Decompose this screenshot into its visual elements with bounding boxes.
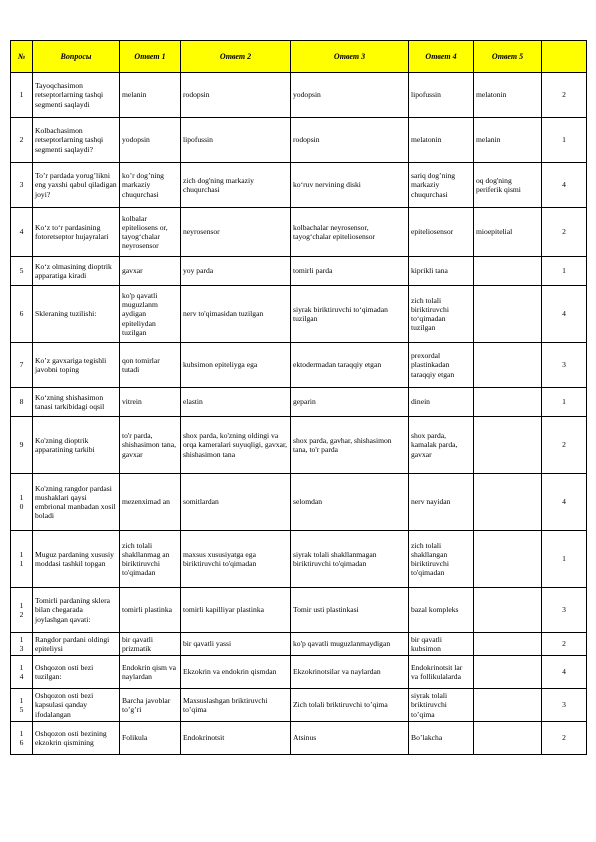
answer-1: bir qavatli prizmatik — [120, 633, 181, 656]
table-row — [11, 208, 587, 257]
answer-5: oq dog'ning periferik qismi — [474, 163, 542, 208]
header-answer-5: Ответ 5 — [474, 41, 542, 73]
answer-2: yoy parda — [181, 257, 291, 286]
correct-answer-key: 1 — [542, 388, 587, 417]
table-row — [11, 257, 587, 286]
header-answer-3: Ответ 3 — [291, 41, 409, 73]
table-row — [11, 343, 587, 388]
header-number: № — [11, 41, 33, 73]
answer-4: bir qavatli kubsimon — [409, 633, 474, 656]
answer-4: dinein — [409, 388, 474, 417]
table-row — [11, 73, 587, 118]
answer-3: selomdan — [291, 474, 409, 531]
answer-4: siyrak tolali briktiruvchi to’qima — [409, 689, 474, 722]
answer-4: Endokrinotsit lar va follikulalarda — [409, 656, 474, 689]
row-number: 1 4 — [11, 656, 33, 689]
answer-1: Barcha javoblar to’g’ri — [120, 689, 181, 722]
answer-5 — [474, 388, 542, 417]
question-text: Tayoqchasimon retseptorlarning tashqi segmenti saqlaydi — [33, 73, 120, 118]
header-question: Вопросы — [33, 41, 120, 73]
answer-2: zich dog'ning markaziy chuqurchasi — [181, 163, 291, 208]
answer-1: to'r parda, shishasimon tana, gavxar — [120, 417, 181, 474]
answer-1: melanin — [120, 73, 181, 118]
answer-5 — [474, 474, 542, 531]
answer-2: neyrosensor — [181, 208, 291, 257]
answer-4: lipofussin — [409, 73, 474, 118]
correct-answer-key: 1 — [542, 257, 587, 286]
table-row — [11, 118, 587, 163]
table-header-row — [11, 41, 587, 73]
answer-2: lipofussin — [181, 118, 291, 163]
answer-1: qon tomirlar tutadi — [120, 343, 181, 388]
row-number: 6 — [11, 286, 33, 343]
answer-5 — [474, 531, 542, 588]
answer-3: ektodermadan taraqqiy etgan — [291, 343, 409, 388]
answer-2: Endokrinotsit — [181, 722, 291, 755]
answer-4: melatonin — [409, 118, 474, 163]
answer-5 — [474, 257, 542, 286]
answer-5: melanin — [474, 118, 542, 163]
row-number: 1 5 — [11, 689, 33, 722]
question-text: Ko'zning rangdor pardasi mushaklari qaysi embrional manbadan xosil boladi — [33, 474, 120, 531]
table-row — [11, 689, 587, 722]
answer-2: somitlardan — [181, 474, 291, 531]
answer-3: shox parda, gavhar, shishasimon tana, to'r parda — [291, 417, 409, 474]
answer-5 — [474, 286, 542, 343]
answer-3: siyrak tolali shakllanmagan biriktiruvchi to'qimadan — [291, 531, 409, 588]
row-number: 8 — [11, 388, 33, 417]
table-row — [11, 722, 587, 755]
row-number: 2 — [11, 118, 33, 163]
table-row — [11, 163, 587, 208]
correct-answer-key: 3 — [542, 588, 587, 633]
answer-2: shox parda, ko'zning oldingi va orqa kameralari suyuqligi, gavxar, shishasimon tana — [181, 417, 291, 474]
row-number: 1 6 — [11, 722, 33, 755]
answer-2: nerv to'qimasidan tuzilgan — [181, 286, 291, 343]
answer-3: tomirli parda — [291, 257, 409, 286]
answer-5 — [474, 588, 542, 633]
question-text: Tomirli pardaning sklera bilan chegarada joylashgan qavati: — [33, 588, 120, 633]
answer-1: yodopsin — [120, 118, 181, 163]
answer-2: elastin — [181, 388, 291, 417]
header-answer-1: Ответ 1 — [120, 41, 181, 73]
header-answer-2: Ответ 2 — [181, 41, 291, 73]
row-number: 1 — [11, 73, 33, 118]
answer-4: zich tolali biriktiruvchi to‘qimadan tuzilgan — [409, 286, 474, 343]
correct-answer-key: 4 — [542, 656, 587, 689]
answer-3: rodopsin — [291, 118, 409, 163]
row-number: 7 — [11, 343, 33, 388]
correct-answer-key: 2 — [542, 73, 587, 118]
answer-2: Ekzokrin va endokrin qismdan — [181, 656, 291, 689]
question-text: Oshqozon osti bezining ekzokrin qismining — [33, 722, 120, 755]
table-row — [11, 474, 587, 531]
answer-5: mioepitelial — [474, 208, 542, 257]
question-text: Ko‘z olmasining dioptrik apparatiga kiradi — [33, 257, 120, 286]
answer-2: rodopsin — [181, 73, 291, 118]
question-text: Oshqozon osti bezi tuzilgan: — [33, 656, 120, 689]
answer-1: vitrein — [120, 388, 181, 417]
answer-4: nerv nayidan — [409, 474, 474, 531]
table-row — [11, 388, 587, 417]
correct-answer-key: 4 — [542, 474, 587, 531]
answer-2: tomirli kapilliyar plastinka — [181, 588, 291, 633]
question-text: Ko‘zning shishasimon tanasi tarkibidagi oqsil — [33, 388, 120, 417]
question-text: Muguz pardaning xususiy moddasi tashkil topgan — [33, 531, 120, 588]
answer-4: sariq dog’ning markaziy chuqurchasi — [409, 163, 474, 208]
correct-answer-key: 2 — [542, 633, 587, 656]
answer-5 — [474, 722, 542, 755]
correct-answer-key: 3 — [542, 689, 587, 722]
question-text: Kolbachasimon retseptorlarning tashqi segmenti saqlaydi? — [33, 118, 120, 163]
correct-answer-key: 4 — [542, 163, 587, 208]
row-number: 1 0 — [11, 474, 33, 531]
table-body — [11, 73, 587, 755]
answer-3: Atsinus — [291, 722, 409, 755]
question-table — [10, 40, 587, 755]
answer-4: Bo’lakcha — [409, 722, 474, 755]
answer-4: kiprikli tana — [409, 257, 474, 286]
row-number: 1 1 — [11, 531, 33, 588]
answer-2: kubsimon epiteliyga ega — [181, 343, 291, 388]
row-number: 1 2 — [11, 588, 33, 633]
answer-2: bir qavatli yassi — [181, 633, 291, 656]
row-number: 3 — [11, 163, 33, 208]
question-text: Ko‘z to‘r pardasining fotoretseptor hujayralari — [33, 208, 120, 257]
table-row — [11, 531, 587, 588]
answer-1: tomirli plastinka — [120, 588, 181, 633]
answer-1: zich tolali shakllanmag an biriktiruvchi to'qimadan — [120, 531, 181, 588]
answer-3: ko'p qavatli muguzlanmaydigan — [291, 633, 409, 656]
answer-2: maxsus xususiyatga ega biriktiruvchi to'qimadan — [181, 531, 291, 588]
answer-1: Folikula — [120, 722, 181, 755]
answer-1: kolbalar epiteliosens or, tayog‘chalar neyrosensor — [120, 208, 181, 257]
question-text: To’r pardada yorug’likni eng yaxshi qabul qiladigan joyi? — [33, 163, 120, 208]
answer-3: siyrak biriktiruvchi to‘qimadan tuzilgan — [291, 286, 409, 343]
correct-answer-key: 2 — [542, 417, 587, 474]
question-text: Skleraning tuzilishi: — [33, 286, 120, 343]
answer-3: ko‘ruv nervining diski — [291, 163, 409, 208]
question-text: Ko’z gavxariga tegishli javobni toping — [33, 343, 120, 388]
correct-answer-key: 1 — [542, 118, 587, 163]
answer-4: bazal kompleks — [409, 588, 474, 633]
answer-1: Endokrin qism va naylardan — [120, 656, 181, 689]
answer-5 — [474, 343, 542, 388]
row-number: 5 — [11, 257, 33, 286]
answer-3: yodopsin — [291, 73, 409, 118]
answer-1: ko'p qavatli muguzlanm aydigan epiteliydan tuzilgan — [120, 286, 181, 343]
answer-5: melatonin — [474, 73, 542, 118]
correct-answer-key: 2 — [542, 722, 587, 755]
answer-4: zich tolali shakllangan biriktiruvchi to'qimadan — [409, 531, 474, 588]
answer-5 — [474, 689, 542, 722]
answer-5 — [474, 633, 542, 656]
answer-3: Zich tolali briktiruvchi to’qima — [291, 689, 409, 722]
answer-1: gavxar — [120, 257, 181, 286]
correct-answer-key: 3 — [542, 343, 587, 388]
question-text: Oshqozon osti bezi kapsulasi qanday ifodalangan — [33, 689, 120, 722]
answer-4: epiteliosensor — [409, 208, 474, 257]
table-row — [11, 633, 587, 656]
answer-5 — [474, 656, 542, 689]
table-row — [11, 588, 587, 633]
answer-3: kolbachalar neyrosensor, tayog‘chalar epiteliosensor — [291, 208, 409, 257]
table-row — [11, 656, 587, 689]
question-text: Rangdor pardani oldingi epiteliysi — [33, 633, 120, 656]
row-number: 1 3 — [11, 633, 33, 656]
answer-1: ko’r dog’ning markaziy chuqurchasi — [120, 163, 181, 208]
correct-answer-key: 1 — [542, 531, 587, 588]
answer-4: shox parda, kamalak parda, gavxar — [409, 417, 474, 474]
table-row — [11, 417, 587, 474]
question-text: Ko'zning dioptrik apparatining tarkibi — [33, 417, 120, 474]
correct-answer-key: 2 — [542, 208, 587, 257]
row-number: 4 — [11, 208, 33, 257]
answer-1: mezenximad an — [120, 474, 181, 531]
row-number: 9 — [11, 417, 33, 474]
answer-3: geparin — [291, 388, 409, 417]
answer-2: Maxsuslashgan briktiruvchi to’qima — [181, 689, 291, 722]
header-answer-4: Ответ 4 — [409, 41, 474, 73]
answer-3: Ekzokrinotsilar va naylardan — [291, 656, 409, 689]
header-key — [542, 41, 587, 73]
correct-answer-key: 4 — [542, 286, 587, 343]
answer-5 — [474, 417, 542, 474]
answer-3: Tomir usti plastinkasi — [291, 588, 409, 633]
table-row — [11, 286, 587, 343]
answer-4: prexordal plastinkadan taraqqiy etgan — [409, 343, 474, 388]
